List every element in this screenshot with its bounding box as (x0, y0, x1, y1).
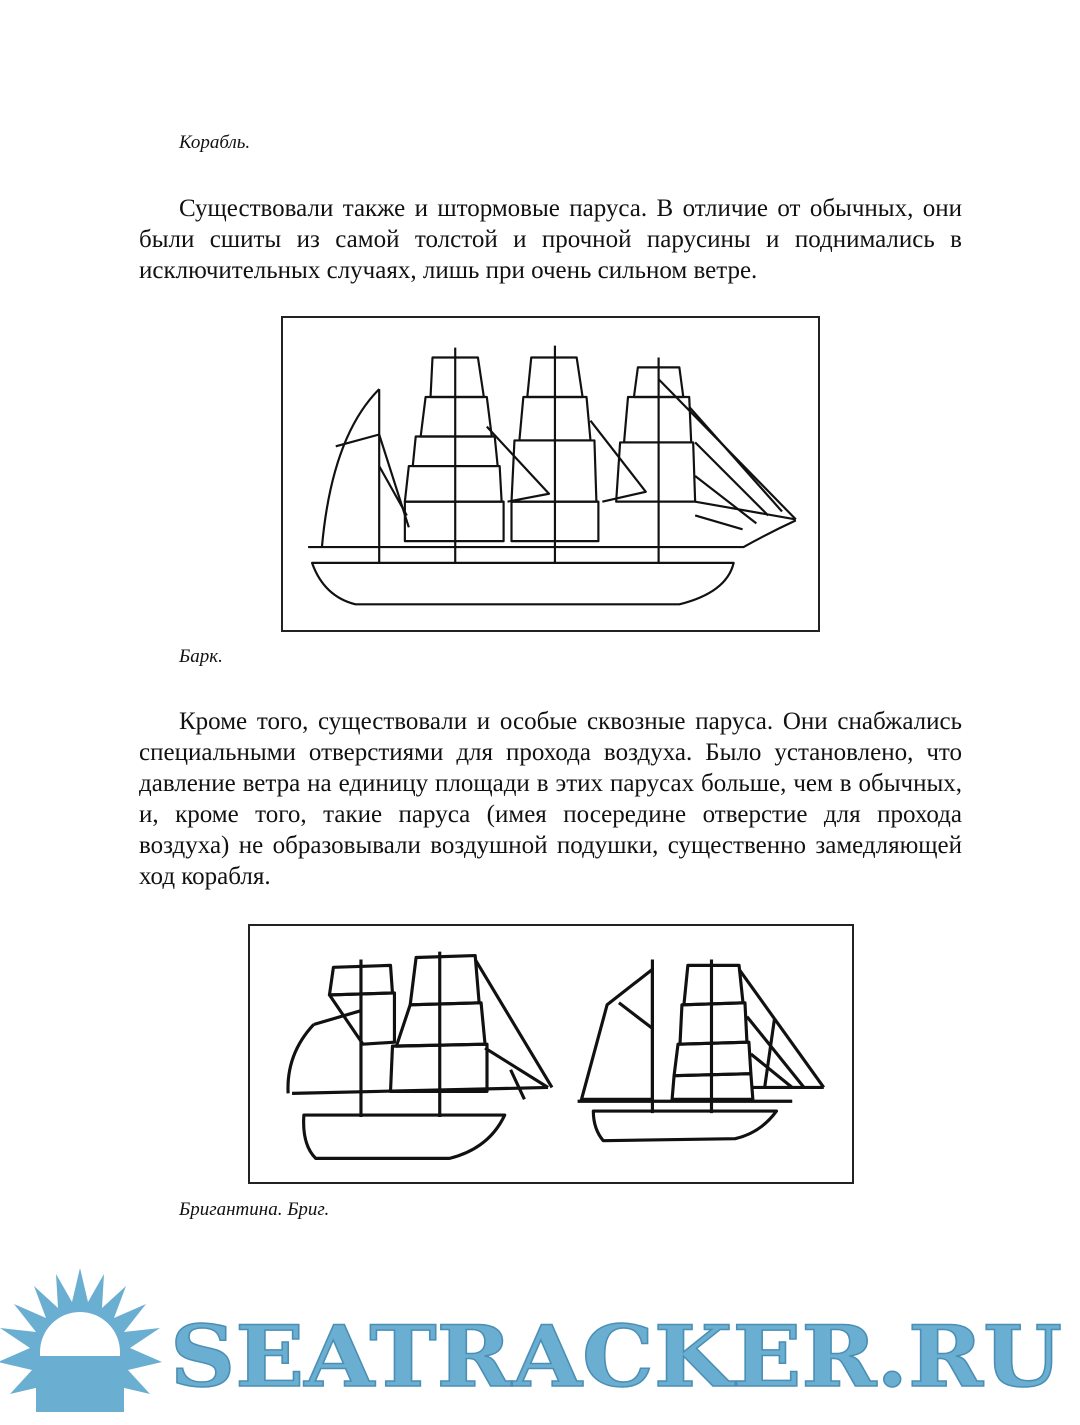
caption-brigantine-brig: Бригантина. Бриг. (179, 1199, 330, 1220)
paragraph-storm-sails: Существовали также и штормовые паруса. В отличие от обычных, они были сшиты из самой толстой и прочной парусины и поднимались в исключительных случаях, лишь при очень сильном ветре. (139, 195, 962, 284)
bark-drawing (283, 318, 818, 630)
figure-brigantine-brig (248, 924, 854, 1184)
sun-icon (0, 1268, 162, 1412)
caption-bark: Барк. (179, 646, 223, 667)
watermark-text: SEATRACKER.RU (170, 1307, 1062, 1406)
paragraph-through-sails: Кроме того, существовали и особые сквозные паруса. Они снабжались специальными отверстиями для прохода воздуха. Было установлено, что давление ветра на единицу площади в этих парусах больше, чем в обычных, и, кроме того, такие паруса (имея посередине отверстие для прохода воздуха) не образовывали воздушной подушки, существенно замедляющей ход корабля. (139, 708, 962, 890)
brigantine-brig-drawing (250, 926, 852, 1182)
figure-bark (281, 316, 820, 632)
watermark-logo (0, 1262, 1080, 1412)
caption-ship: Корабль. (179, 132, 251, 153)
